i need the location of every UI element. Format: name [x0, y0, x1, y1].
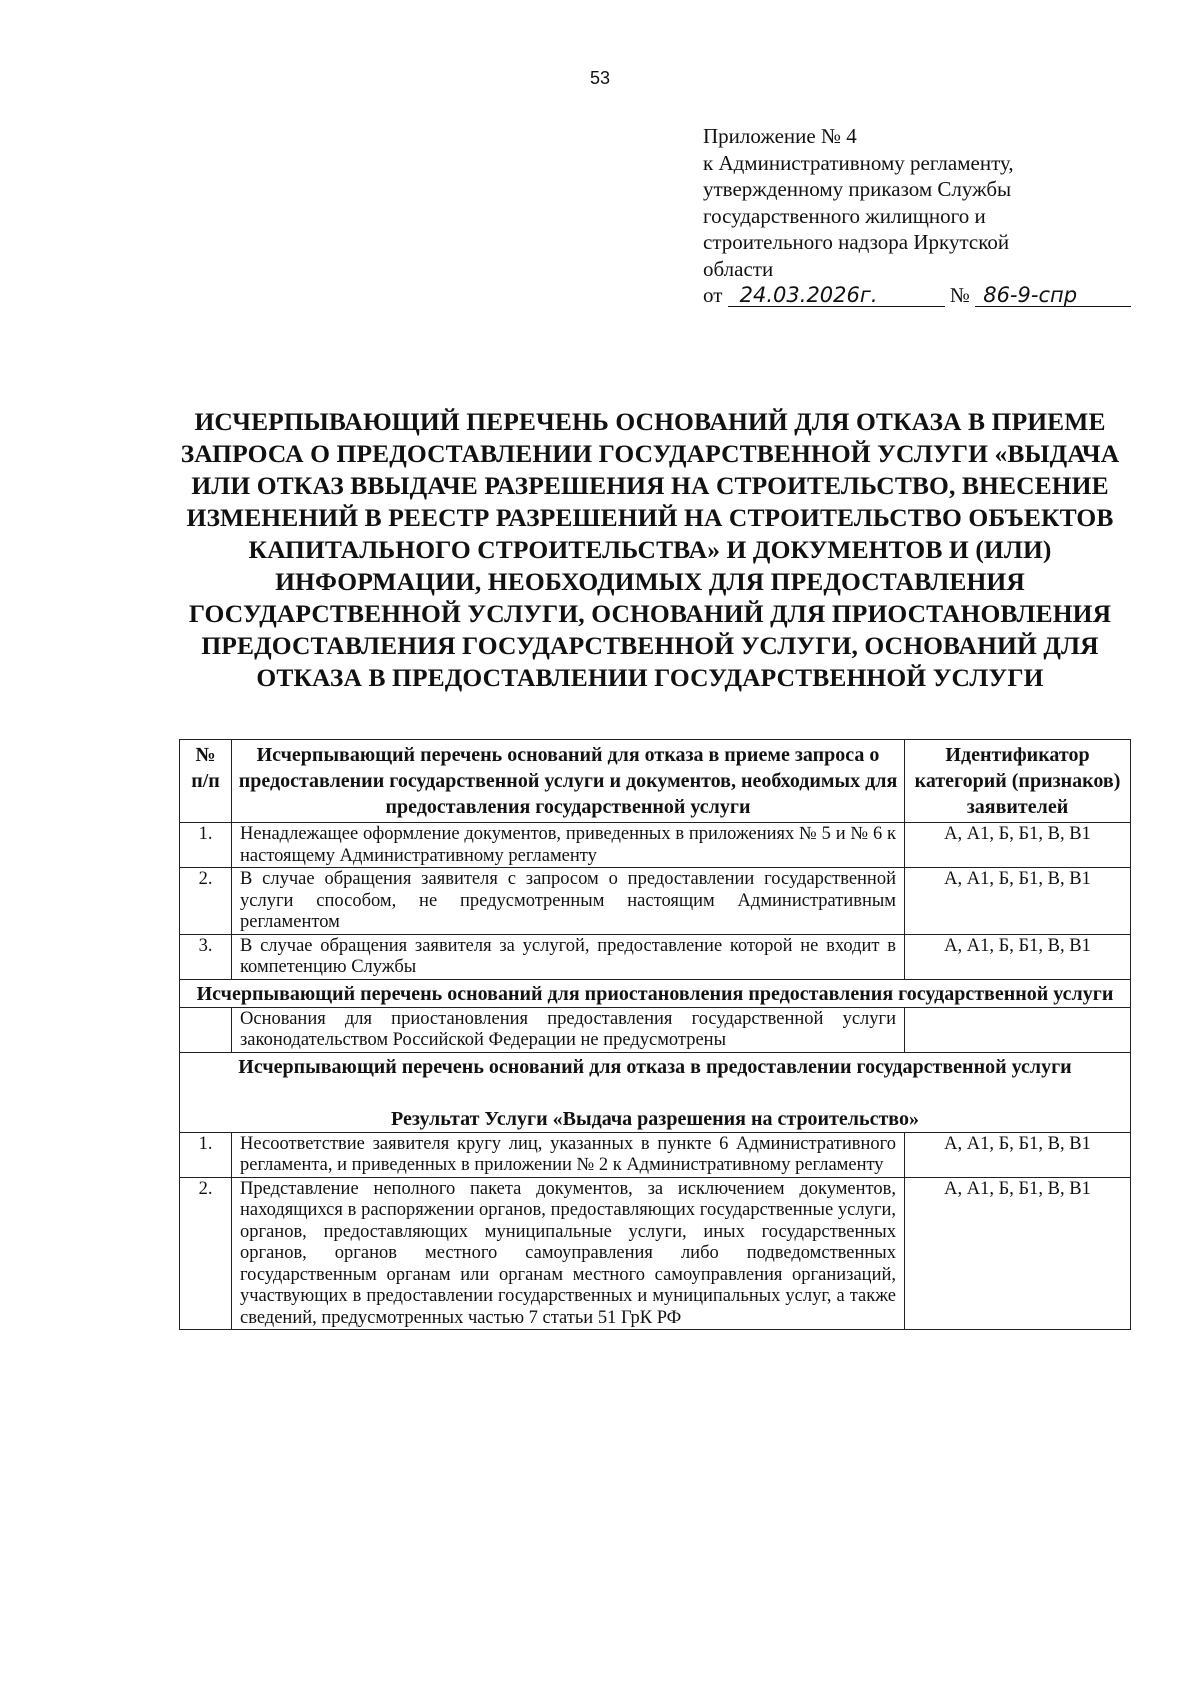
header-reason: Исчерпывающий перечень оснований для отказа в приеме запроса о предоставлении государственной услуги и документов, необходимых для предоставления государственной услуги	[232, 740, 905, 823]
row-text: В случае обращения заявителя за услугой, предоставление которой не входит в компетенцию Службы	[232, 934, 905, 979]
table-header-row	[180, 740, 1131, 823]
row-num: 2.	[180, 1177, 232, 1330]
table-row	[180, 823, 1131, 868]
section-row-refusal	[180, 1052, 1131, 1132]
appendix-line: утвержденному приказом Службы	[703, 177, 1012, 201]
row-text: Представление неполного пакета документов, за исключением документов, находящихся в распоряжении органов, предоставляющих государственные услуги, органов, предоставляющих муниципальные услуги, иных государственных органов, органов местного самоуправления либо подведомственных государственным органам или органам местного самоуправления организаций, участвующих в предоставлении государственных и муниципальных услуг, а также сведений, предусмотренных частью 7 статьи 51 ГрК РФ	[232, 1177, 905, 1330]
section-heading-suspension: Исчерпывающий перечень оснований для приостановления предоставления государственной услуги	[180, 979, 1131, 1007]
date-number-line	[703, 282, 1123, 309]
date-prefix: от	[703, 283, 723, 307]
row-text: Ненадлежащее оформление документов, приведенных в приложениях № 5 и № 6 к настоящему Административному регламенту	[232, 823, 905, 868]
table-row	[180, 1177, 1131, 1330]
table-row	[180, 1132, 1131, 1177]
row-category: А, А1, Б, Б1, В, В1	[905, 823, 1131, 868]
section-heading-refusal: Исчерпывающий перечень оснований для отказа в предоставлении государственной услуги	[238, 1055, 1072, 1078]
appendix-line: к Административному регламенту,	[703, 150, 1014, 175]
table-row	[180, 934, 1131, 979]
appendix-line: строительного надзора Иркутской	[703, 230, 1010, 254]
row-category: А, А1, Б, Б1, В, В1	[905, 1132, 1131, 1177]
document-title: ИСЧЕРПЫВАЮЩИЙ ПЕРЕЧЕНЬ ОСНОВАНИЙ ДЛЯ ОТКАЗА В ПРИЕМЕ ЗАПРОСА О ПРЕДОСТАВЛЕНИИ ГОСУДАРСТВЕННОЙ УСЛУГИ «ВЫДАЧА ИЛИ ОТКАЗ ВВЫДАЧЕ РАЗРЕШЕНИЯ НА СТРОИТЕЛЬСТВО, ВНЕСЕНИЕ ИЗМЕНЕНИЙ В РЕЕСТР РАЗРЕШЕНИЙ НА СТРОИТЕЛЬСТВО ОБЪЕКТОВ КАПИТАЛЬНОГО СТРОИТЕЛЬСТВА» И ДОКУМЕНТОВ И (ИЛИ) ИНФОРМАЦИИ, НЕОБХОДИМЫХ ДЛЯ ПРЕДОСТАВЛЕНИЯ ГОСУДАРСТВЕННОЙ УСЛУГИ, ОСНОВАНИЙ ДЛЯ ПРИОСТАНОВЛЕНИЯ ПРЕДОСТАВЛЕНИЯ ГОСУДАРСТВЕННОЙ УСЛУГИ, ОСНОВАНИЙ ДЛЯ ОТКАЗА В ПРЕДОСТАВЛЕНИИ ГОСУДАРСТВЕННОЙ УСЛУГИ	[180, 407, 1120, 692]
appendix-line: государственного жилищного и	[703, 203, 986, 228]
row-category: А, А1, Б, Б1, В, В1	[905, 934, 1131, 979]
table-row	[180, 868, 1131, 935]
row-category: А, А1, Б, Б1, В, В1	[905, 868, 1131, 935]
row-num: 1.	[180, 823, 232, 868]
handwritten-date: 24.03.2026г.	[728, 284, 945, 307]
row-category	[905, 1007, 1131, 1052]
grounds-table	[179, 739, 1131, 1330]
header-num: № п/п	[180, 740, 232, 823]
section-refusal-cell	[180, 1052, 1131, 1132]
appendix-line: Приложение № 4	[703, 124, 857, 148]
header-category: Идентификатор категорий (признаков) заявителей	[905, 740, 1131, 823]
row-text: В случае обращения заявителя с запросом о предоставлении государственной услуги способом, не предусмотренным настоящим Административным регламентом	[232, 868, 905, 935]
handwritten-number: 86-9-спр	[975, 284, 1131, 307]
row-num: 2.	[180, 868, 232, 935]
section-row-suspension	[180, 979, 1131, 1007]
row-num: 3.	[180, 934, 232, 979]
row-num	[180, 1007, 232, 1052]
appendix-block	[703, 123, 1123, 309]
appendix-line: области	[703, 256, 774, 281]
row-num: 1.	[180, 1132, 232, 1177]
section-subheading-result: Результат Услуги «Выдача разрешения на строительство»	[391, 1107, 919, 1130]
row-category: А, А1, Б, Б1, В, В1	[905, 1177, 1131, 1330]
table-row	[180, 1007, 1131, 1052]
row-text: Основания для приостановления предоставления государственной услуги законодательством Российской Федерации не предусмотрены	[232, 1007, 905, 1052]
row-text: Несоответствие заявителя кругу лиц, указанных в пункте 6 Административного регламента, и приведенных в приложении № 2 к Административному регламенту	[232, 1132, 905, 1177]
page-number: 53	[589, 68, 611, 88]
number-prefix: №	[949, 283, 970, 307]
